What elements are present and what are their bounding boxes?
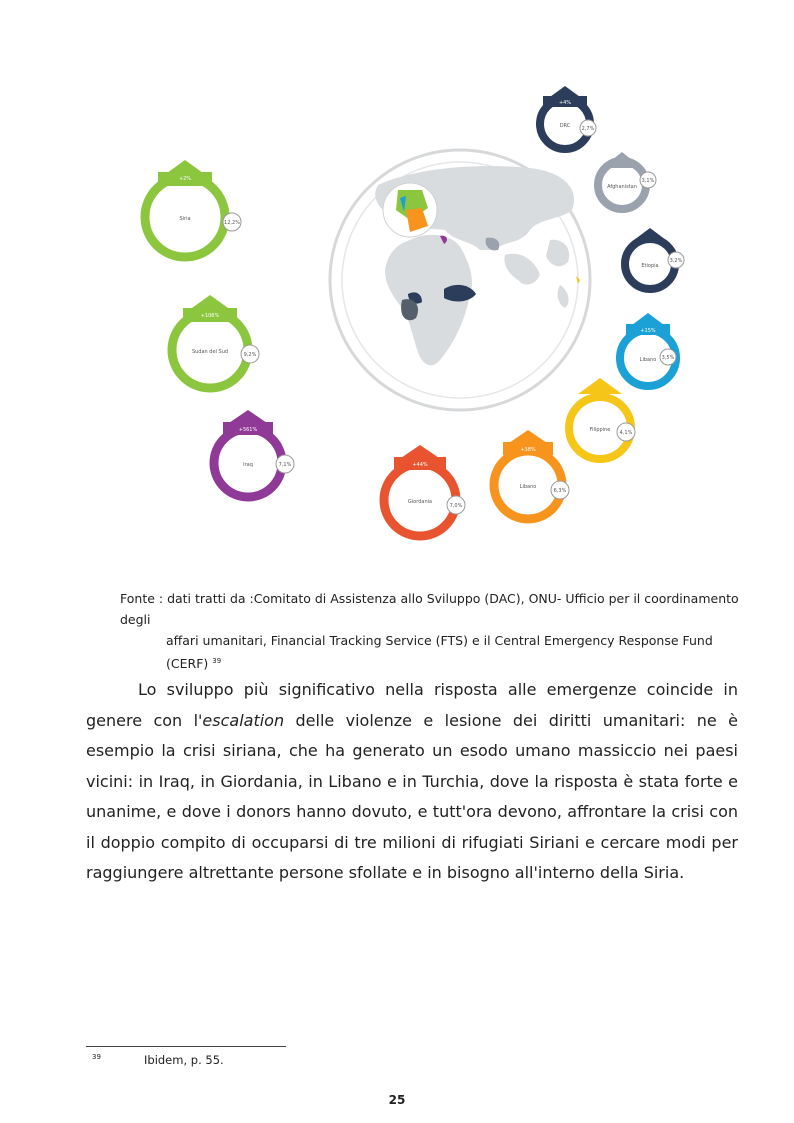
bubble-giordania-label: Giordania <box>407 499 433 505</box>
bubble-libano-change: +38% <box>520 447 536 453</box>
bubble-drc-change: +4% <box>558 100 572 106</box>
infographic-figure <box>110 80 710 560</box>
bubble-siria-pct: 12,2% <box>224 220 240 226</box>
bubble-siria <box>145 160 241 257</box>
figure-caption <box>120 588 740 674</box>
bubble-iraq <box>214 410 294 497</box>
page-number: 25 <box>388 1093 406 1107</box>
bubble-etiopia <box>625 228 684 289</box>
footnote-text: Ibidem, p. 55. <box>144 1053 224 1067</box>
bubble-filippine-pct: 4,1% <box>619 430 633 436</box>
bubble-giordania-change: +44% <box>412 462 428 468</box>
bubble-etiopia-pct: 3,2% <box>669 258 683 264</box>
bubble-giordania <box>384 445 465 536</box>
footnote <box>92 1053 224 1067</box>
bubble-siria-change: +2% <box>178 176 192 182</box>
caption-line-2-text: affari umanitari, Financial Tracking Service (FTS) e il Central Emergency Response Fund (CERF) <box>166 633 713 672</box>
bubble-filippine <box>569 378 635 459</box>
bubble-drc <box>540 86 596 149</box>
bubble-filippine-label: Filippine <box>589 427 611 433</box>
bubble-giordania-pct: 7,0% <box>449 503 463 509</box>
bubble-afghanistan <box>598 152 656 209</box>
body-text-emphasis: escalation <box>202 710 285 730</box>
bubble-libano-blue-label: Libano <box>639 357 657 363</box>
bubble-siria-label: Siria <box>179 216 191 222</box>
bubble-etiopia-label: Etiopia <box>641 263 659 269</box>
bubble-libano-blue <box>620 313 676 386</box>
bubble-iraq-label: Iraq <box>243 462 253 468</box>
bubble-libano <box>494 430 569 519</box>
bubble-libano-blue-pct: 3,5% <box>661 355 675 361</box>
body-paragraph <box>86 675 738 889</box>
bubble-afghanistan-pct: 3,1% <box>641 178 655 184</box>
bubble-sudan-label: Sudan del Sud <box>191 349 229 355</box>
body-text-part-1: Lo sviluppo più significativo nella risposta alle emergenze coincide in genere con l' <box>86 680 738 730</box>
bubble-sudan-change: +106% <box>200 313 220 319</box>
caption-line-1: Fonte : dati tratti da :Comitato di Assistenza allo Sviluppo (DAC), ONU- Ufficio per il coordinamento degli <box>120 591 739 627</box>
bubble-libano-pct: 6,3% <box>553 488 567 494</box>
infographic-svg <box>110 80 710 560</box>
footnote-number: 39 <box>92 1053 101 1062</box>
caption-line-2 <box>120 630 740 674</box>
bubble-sudan <box>172 295 259 388</box>
body-text-part-2: delle violenze e lesione dei diritti umanitari: ne è esempio la crisi siriana, che ha generato un esodo umano massiccio nei paesi vicini: in Iraq, in Giordania, in Libano e in Turchia, dove la risposta è stata forte e unanime, e dove i donors hanno dovuto, e tutt'ora devono, affrontare la crisi con il doppio compito di occuparsi di tre milioni di rifugiati Siriani e cercare modi per raggiungere altrettante persone sfollate e in bisogno all'interno della Siria. <box>86 710 738 882</box>
bubble-iraq-change: +561% <box>238 427 258 433</box>
bubble-iraq-pct: 7,1% <box>278 462 292 468</box>
bubble-drc-pct: 2,7% <box>581 126 595 132</box>
caption-footnote-ref: 39 <box>212 657 222 665</box>
bubble-libano-label: Libano <box>519 484 537 490</box>
bubble-libano-blue-change: +15% <box>640 328 656 334</box>
bubble-sudan-pct: 9,2% <box>243 352 257 358</box>
footnote-rule <box>86 1046 286 1047</box>
bubble-afghanistan-label: Afghanistan <box>607 184 637 190</box>
bubble-drc-label: DRC <box>559 123 571 129</box>
